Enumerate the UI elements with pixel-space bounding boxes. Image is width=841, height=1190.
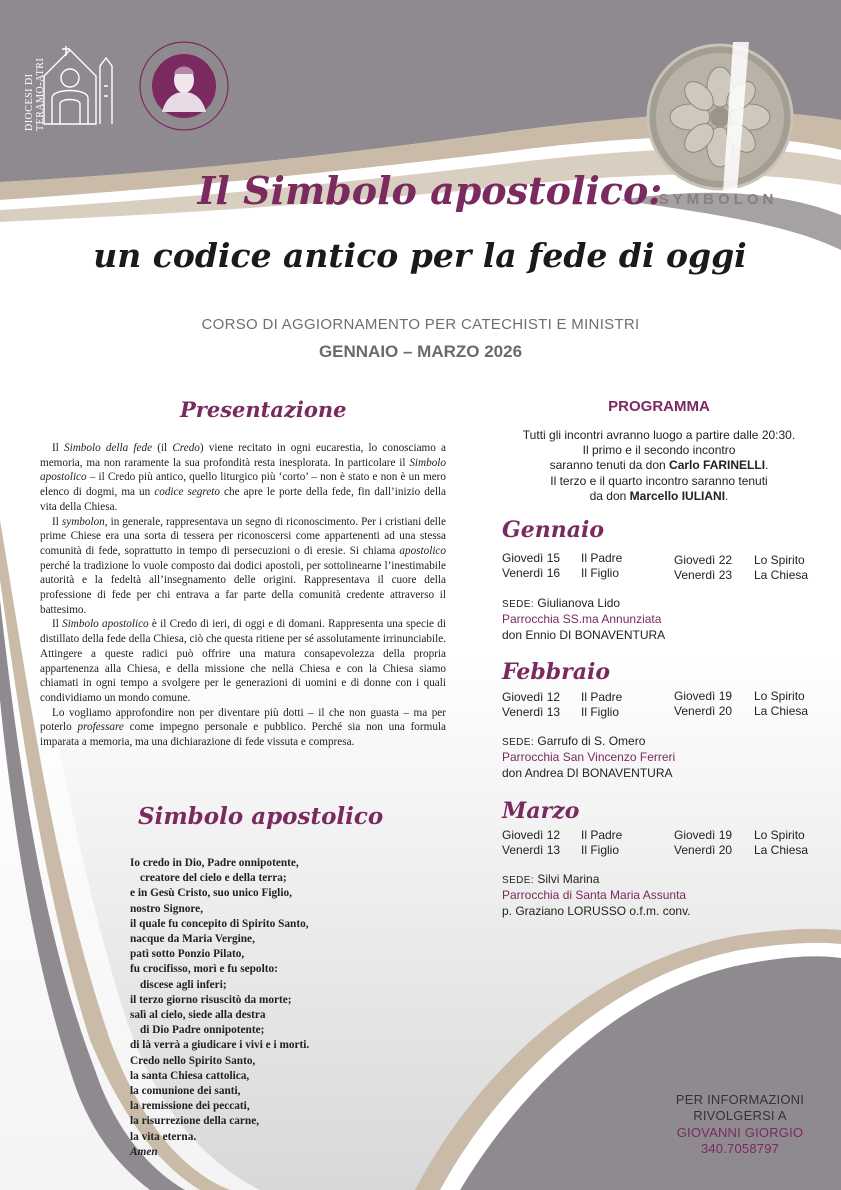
parrocchia-name: Parrocchia San Vincenzo Ferreri [502,750,676,765]
programma-intro [497,428,821,504]
credo-line: Io credo in Dio, Padre onnipotente, [130,857,299,869]
parrocchia-name: Parrocchia SS.ma Annunziata [502,612,662,627]
credo-heading: Simbolo apostolico [138,803,384,830]
credo-line: il quale fu concepito di Spirito Santo, [130,917,309,930]
session-topic: Il Figlio [581,843,620,857]
month-heading-febbraio: Febbraio [502,659,611,685]
presentazione-heading: Presentazione [180,397,347,422]
schedule-marzo [502,828,822,860]
intro-line: Il primo e il secondo incontro [582,443,736,458]
sede-marzo: SEDE: Silvi Marina Parrocchia di Santa Maria Assunta p. Graziano LORUSSO o.f.m. conv. [502,872,822,919]
session-topic: La Chiesa [754,568,809,582]
session-topic: Lo Spirito [754,553,805,567]
info-contact [650,1092,830,1158]
intro-line: saranno tenuti da don Carlo FARINELLI. [549,458,769,473]
course-subtitle: CORSO DI AGGIORNAMENTO PER CATECHISTI E MINISTRI [201,316,640,333]
parroco-name: don Andrea DI BONAVENTURA [502,765,673,780]
credo-line: patì sotto Ponzio Pilato, [130,948,245,961]
info-line: PER INFORMAZIONI [675,1092,805,1107]
credo-line: di Dio Padre onnipotente; [140,1024,265,1037]
session-topic: Il Padre [581,690,623,704]
session-day: Venerdì 16 [502,566,561,580]
session-day: Giovedì 19 [674,689,733,703]
presentazione-paragraph: Lo vogliamo approfondire non per diventare più dotti – il che non guasta – ma per poterlo professare come impegno personale e pubblico. Perché sia non una formula imparata a memoria, ma una dichiarazione di fede vissuta e compresa. [40,706,446,749]
credo-line: creatore del cielo e della terra; [140,872,287,885]
session-topic: La Chiesa [754,843,809,857]
presentazione-body [40,441,446,750]
credo-line: nacque da Maria Vergine, [130,933,255,946]
title-line-1: Il Simbolo apostolico: [197,168,663,213]
schedule-gennaio [502,551,822,583]
session-topic: Lo Spirito [754,689,805,703]
session-topic: Il Figlio [581,566,620,580]
sede-gennaio: SEDE: Giulianova Lido Parrocchia SS.ma Annunziata don Ennio DI BONAVENTURA [502,596,822,643]
programma-heading: PROGRAMMA [608,398,710,415]
credo-line: la risurrezione della carne, [130,1115,260,1128]
diocesi-label: DIOCESI DI TERAMO-ATRI [24,57,46,131]
session-day: Giovedì 12 [502,690,561,704]
diocesi-logo [22,36,117,131]
credo-line: la comunione dei santi, [130,1085,241,1098]
title-line-2: un codice antico per la fede di oggi [93,236,747,275]
intro-line: Tutti gli incontri avranno luogo a partire dalle 20:30. [522,428,796,442]
credo-line: la santa Chiesa cattolica, [130,1069,250,1082]
course-dates: GENNAIO – MARZO 2026 [318,342,523,361]
session-day: Venerdì 23 [674,568,733,582]
intro-line: Il terzo e il quarto incontro saranno tenuti [550,473,768,488]
presentazione-paragraph: Il Simbolo apostolico è il Credo di ieri, di oggi e di domani. Rappresenta una specie di distillato della fede della Chiesa, ciò che questa ritiene per sé assolutamente irrinunciabile. Attingere a queste radici può offrire una matura consapevolezza della propria appartenenza alla Chiesa, e della missione che nella Chiesa e con la Chiesa siamo chiamati in ogni tempo a svolgere per le generazioni di uomini e di donne con i quali condividiamo un mondo comune. [40,618,446,704]
parroco-name: don Ennio DI BONAVENTURA [502,627,666,642]
credo-line: fu crocifisso, morì e fu sepolto: [130,963,278,976]
credo-line: nostro Signore, [130,902,204,915]
session-day: Venerdì 20 [674,704,733,718]
session-topic: Il Figlio [581,705,620,719]
contact-phone: 340.7058797 [700,1141,780,1157]
credo-line: e in Gesù Cristo, suo unico Figlio, [130,887,292,900]
session-topic: Lo Spirito [754,828,805,842]
session-day: Giovedì 22 [674,553,733,567]
credo-line: di là verrà a giudicare i vivi e i morti. [130,1039,310,1052]
parrocchia-name: Parrocchia di Santa Maria Assunta [502,888,687,903]
session-day: Venerdì 20 [674,843,733,857]
session-topic: Il Padre [581,828,623,842]
month-heading-gennaio: Gennaio [502,517,605,543]
credo-line: la remissione dei peccati, [130,1100,250,1113]
symbolon-label: SYMBOLON [658,191,778,208]
credo-amen: Amen [130,1145,158,1158]
centro-label [138,40,139,41]
intro-line: da don Marcello IULIANI. [589,488,729,503]
month-heading-marzo: Marzo [502,798,580,824]
session-day: Venerdì 13 [502,843,561,857]
session-topic: La Chiesa [754,704,809,718]
schedule-febbraio [502,690,822,722]
credo-text [130,856,450,1160]
centro-teologia-logo [138,40,230,132]
contact-name: GIOVANNI GIORGIO [676,1124,804,1140]
credo-line: il terzo giorno risuscitò da morte; [130,993,292,1006]
credo-line: Credo nello Spirito Santo, [130,1054,256,1067]
session-topic: Il Padre [581,551,623,565]
credo-line: la vita eterna. [130,1130,197,1143]
credo-line: salì al cielo, siede alla destra [130,1009,266,1022]
session-day: Giovedì 19 [674,828,733,842]
credo-line: discese agli inferi; [140,978,227,991]
paolo-vi-portrait-icon [138,40,230,132]
sede-febbraio: SEDE: Garrufo di S. Omero Parrocchia San Vincenzo Ferreri don Andrea DI BONAVENTURA [502,734,822,781]
info-line: RIVOLGERSI A [693,1108,787,1124]
parroco-name: p. Graziano LORUSSO o.f.m. conv. [502,903,691,918]
presentazione-paragraph: Il symbolon, in generale, rappresentava un segno di riconoscimento. Per i cristiani delle prime Chiese era una sorta di tessera per riconoscersi come appartenenti ad una stessa comunità di fede, soprattutto in tempo di persecuzioni o di eresie. Si chiama apostolico perché la tradizione lo vuole composto dai dodici apostoli, per sottolinearne l’inestimabile autorità e la fedeltà all’insegnamento delle origini. Rappresentava il cuore della professione di fede per chi entrava a far parte della comunità credente attraverso il battesimo. [40,515,446,616]
presentazione-paragraph: Il Simbolo della fede (il Credo) viene recitato in ogni eucarestia, lo conosciamo a memoria, ma non raramente la sua profondità resta inesplorata. In particolare il Simbolo apostolico – il Credo più antico, quello liturgico più ‘corto’ – non è stato e non è un mero elenco di dogmi, ma un codice segreto che apre le porte della fede, fin dall’inizio della vita della Chiesa. [40,442,447,513]
session-day: Giovedì 15 [502,551,561,565]
session-day: Venerdì 13 [502,705,561,719]
session-day: Giovedì 12 [502,828,561,842]
